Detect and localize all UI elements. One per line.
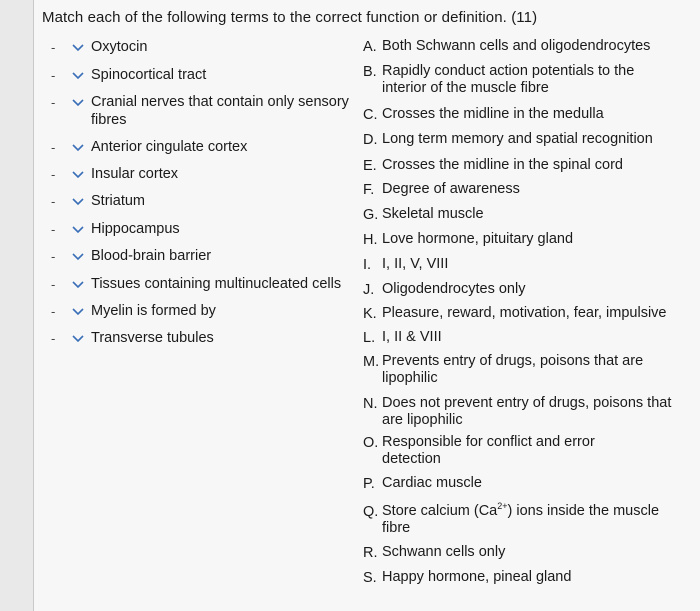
chevron-down-icon[interactable] xyxy=(69,67,87,85)
term-row-blood-brain[interactable] xyxy=(51,247,211,269)
option-f xyxy=(363,181,520,199)
option-text: Oligodendrocytes only xyxy=(382,281,526,297)
option-letter: K. xyxy=(363,306,377,322)
question-title: Match each of the following terms to the correct function or definition. (11) xyxy=(42,9,538,26)
option-d xyxy=(363,131,653,149)
option-letter: L. xyxy=(363,330,376,346)
term-label: Blood-brain barrier xyxy=(91,248,212,264)
option-letter: C. xyxy=(363,107,378,123)
dash: - xyxy=(51,304,56,319)
option-text: Cardiac muscle xyxy=(382,475,482,491)
option-text: I, II & VIII xyxy=(382,329,442,345)
term-row-myelin[interactable] xyxy=(51,302,216,324)
option-b xyxy=(363,63,634,97)
option-letter: M. xyxy=(363,354,380,370)
dash: - xyxy=(51,277,56,292)
option-letter: I. xyxy=(363,257,372,273)
term-label: Transverse tubules xyxy=(91,330,214,346)
term-label: Tissues containing multinucleated cells xyxy=(91,276,342,292)
dash: - xyxy=(51,68,56,83)
option-text: Responsible for conflict and error detection xyxy=(382,434,595,467)
option-o xyxy=(363,434,595,468)
option-a xyxy=(363,38,650,56)
option-text: I, II, V, VIII xyxy=(382,256,449,272)
option-j xyxy=(363,281,525,299)
term-label: Oxytocin xyxy=(91,39,148,55)
chevron-down-icon[interactable] xyxy=(69,193,87,211)
option-letter: H. xyxy=(363,232,378,248)
option-m xyxy=(363,353,643,387)
option-text: Crosses the midline in the spinal cord xyxy=(382,157,623,173)
option-text: Love hormone, pituitary gland xyxy=(382,231,574,247)
option-letter: B. xyxy=(363,64,377,80)
option-e xyxy=(363,157,623,175)
option-s xyxy=(363,569,571,587)
option-letter: J. xyxy=(363,282,375,298)
term-row-multinucleated[interactable] xyxy=(51,275,341,297)
term-label: Hippocampus xyxy=(91,221,180,237)
term-label: Insular cortex xyxy=(91,166,179,182)
option-text: Degree of awareness xyxy=(382,181,520,197)
option-c xyxy=(363,106,604,124)
term-label: Myelin is formed by xyxy=(91,303,216,319)
option-r xyxy=(363,544,505,562)
term-row-anterior-cingulate[interactable] xyxy=(51,138,247,160)
option-letter: G. xyxy=(363,207,379,223)
chevron-down-icon[interactable] xyxy=(69,221,87,239)
chevron-down-icon[interactable] xyxy=(69,39,87,57)
option-l xyxy=(363,329,442,347)
term-row-insular[interactable] xyxy=(51,165,178,187)
term-row-transverse-tubules[interactable] xyxy=(51,329,214,351)
dash: - xyxy=(51,40,56,55)
option-text: Crosses the midline in the medulla xyxy=(382,106,604,122)
chevron-down-icon[interactable] xyxy=(69,276,87,294)
term-label: Anterior cingulate cortex xyxy=(91,139,248,155)
option-text: Skeletal muscle xyxy=(382,206,484,222)
option-text: Prevents entry of drugs, poisons that are lipophilic xyxy=(382,353,644,386)
term-row-spinocortical[interactable] xyxy=(51,66,206,88)
option-letter: A. xyxy=(363,39,377,55)
chevron-down-icon[interactable] xyxy=(69,94,87,112)
term-row-cranial-nerves[interactable] xyxy=(51,93,349,128)
dash: - xyxy=(51,194,56,209)
chevron-down-icon[interactable] xyxy=(69,330,87,348)
option-text: Rapidly conduct action potentials to the interior of the muscle fibre xyxy=(382,63,635,96)
term-row-oxytocin[interactable] xyxy=(51,38,147,60)
option-text: Both Schwann cells and oligodendrocytes xyxy=(382,38,651,54)
option-q xyxy=(363,503,659,537)
option-h xyxy=(363,231,573,249)
term-label: Cranial nerves that contain only sensory fibres xyxy=(91,94,349,128)
option-letter: F. xyxy=(363,182,375,198)
superscript-charge: 2+ xyxy=(497,501,508,512)
option-text: Schwann cells only xyxy=(382,544,506,560)
option-k xyxy=(363,305,667,323)
option-text-after: ) ions inside the muscle fibre xyxy=(382,503,660,536)
option-letter: D. xyxy=(363,132,378,148)
option-letter: R. xyxy=(363,545,378,561)
chevron-down-icon[interactable] xyxy=(69,303,87,321)
term-label: Striatum xyxy=(91,193,145,209)
option-text: Does not prevent entry of drugs, poisons that are lipophilic xyxy=(382,395,672,428)
option-i xyxy=(363,256,448,274)
option-letter: E. xyxy=(363,158,377,174)
term-label: Spinocortical tract xyxy=(91,67,207,83)
option-text: Pleasure, reward, motivation, fear, impulsive xyxy=(382,305,667,321)
dash: - xyxy=(51,249,56,264)
option-text-before: Store calcium (Ca xyxy=(382,503,498,519)
option-text xyxy=(382,503,659,537)
dash: - xyxy=(51,95,56,110)
option-letter: O. xyxy=(363,435,379,451)
option-text: Long term memory and spatial recognition xyxy=(382,131,653,147)
option-g xyxy=(363,206,484,224)
dash: - xyxy=(51,331,56,346)
option-p xyxy=(363,475,482,493)
option-letter: N. xyxy=(363,396,378,412)
term-row-hippocampus[interactable] xyxy=(51,220,180,242)
option-letter: P. xyxy=(363,476,375,492)
dash: - xyxy=(51,167,56,182)
option-n xyxy=(363,395,671,429)
chevron-down-icon[interactable] xyxy=(69,166,87,184)
option-letter: Q. xyxy=(363,504,379,520)
dash: - xyxy=(51,222,56,237)
option-letter: S. xyxy=(363,570,377,586)
dash: - xyxy=(51,140,56,155)
option-text: Happy hormone, pineal gland xyxy=(382,569,572,585)
chevron-down-icon[interactable] xyxy=(69,248,87,266)
term-row-striatum[interactable] xyxy=(51,192,145,214)
chevron-down-icon[interactable] xyxy=(69,139,87,157)
